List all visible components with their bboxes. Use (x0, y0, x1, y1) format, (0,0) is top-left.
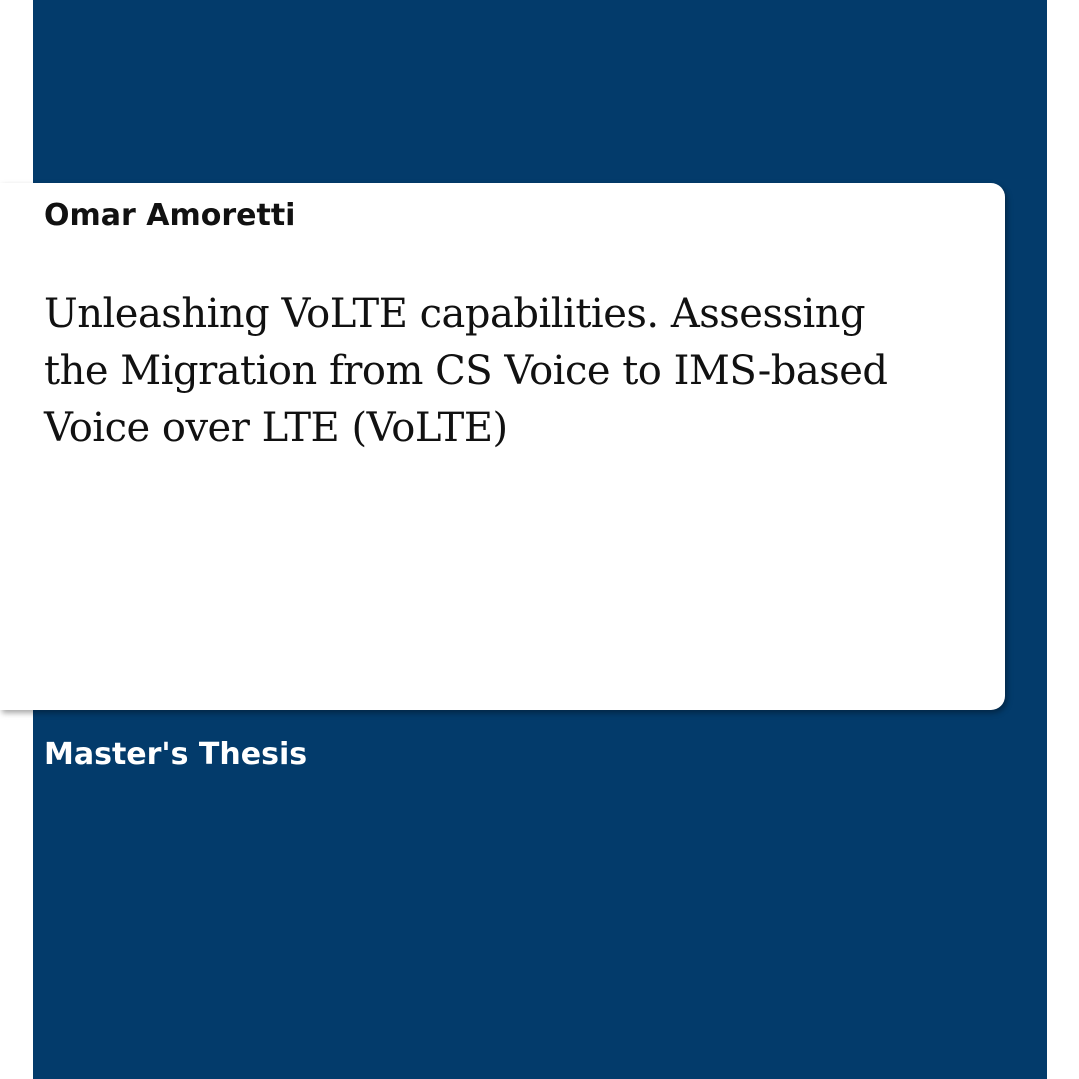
book-title-line: Unleashing VoLTE capabilities. Assessing (44, 291, 866, 337)
document-type-label: Master's Thesis (44, 737, 308, 772)
author-name: Omar Amoretti (44, 198, 296, 233)
book-title-line: Voice over LTE (VoLTE) (44, 405, 508, 451)
book-title-line: the Migration from CS Voice to IMS-based (44, 348, 888, 394)
book-title (44, 286, 944, 457)
